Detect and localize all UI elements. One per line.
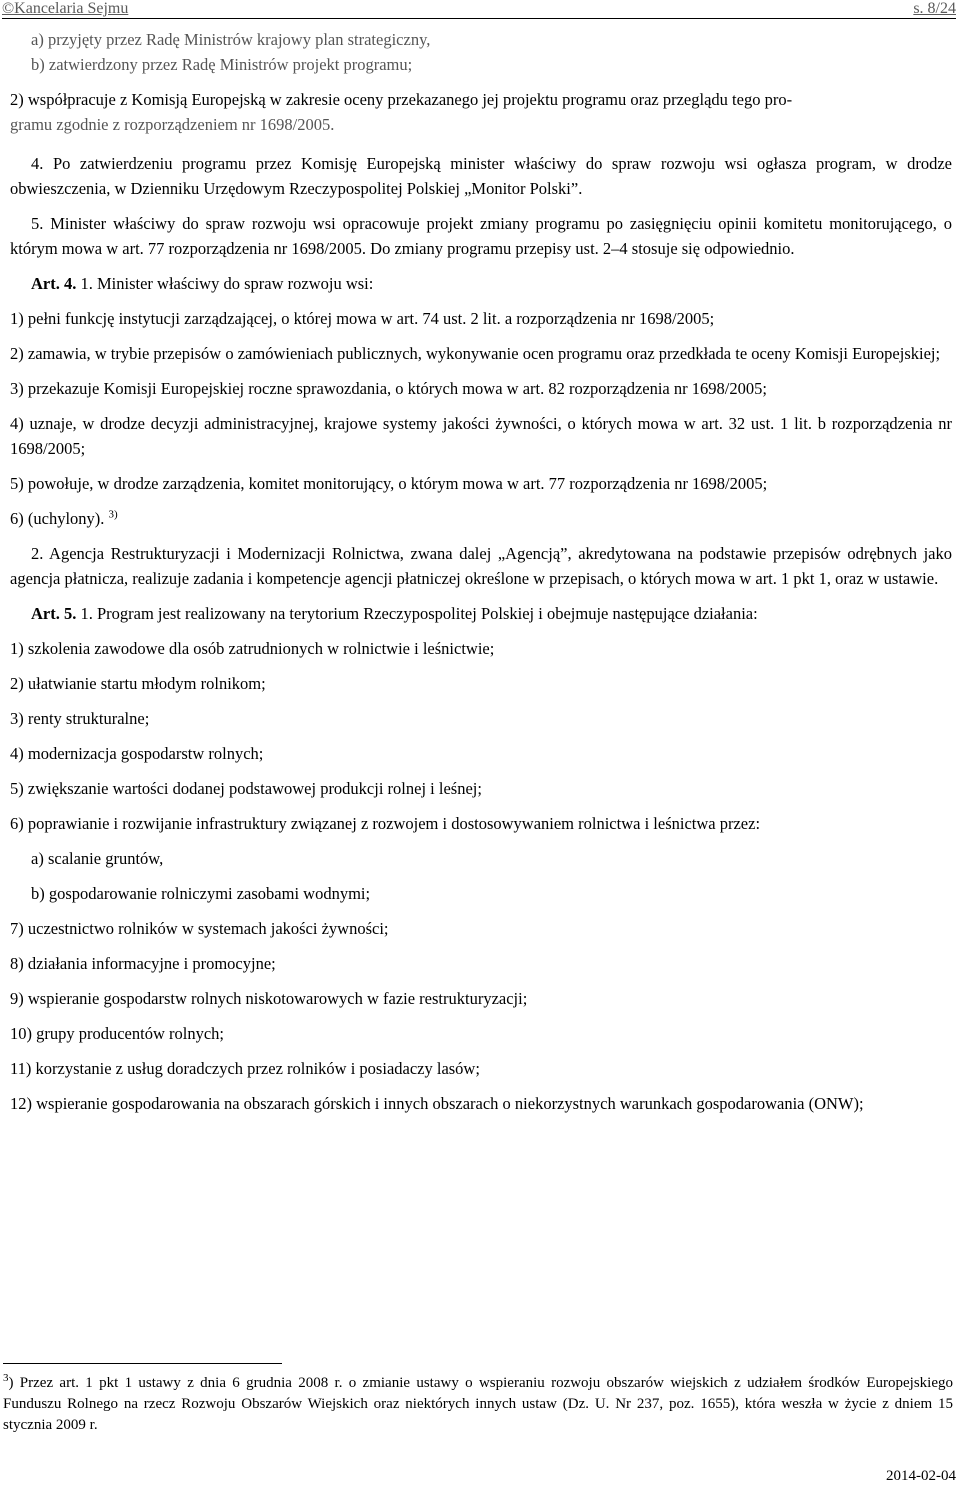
list-item: 11) korzystanie z usług doradczych przez rolników i posiadaczy lasów; xyxy=(10,1059,480,1078)
list-item: b) zatwierdzony przez Radę Ministrów projekt programu; xyxy=(31,55,413,74)
article-label: Art. 4. xyxy=(31,274,77,293)
list-item: 12) wspieranie gospodarowania na obszarach górskich i innych obszarach o niekorzystnych warunkach gospodarowania (ONW); xyxy=(10,1094,864,1113)
list-item: 3) przekazuje Komisji Europejskiej roczne sprawozdania, o których mowa w art. 82 rozporządzenia nr 1698/2005; xyxy=(10,379,767,398)
document-date: 2014-02-04 xyxy=(886,1468,956,1484)
document-body xyxy=(10,27,952,1126)
list-item: 4) uznaje, w drodze decyzji administracyjnej, krajowe systemy jakości żywności, o których mowa w art. 32 ust. 1 lit. b rozporządzenia nr 1698/2005; xyxy=(10,414,952,458)
article-heading xyxy=(10,271,952,296)
article-heading xyxy=(10,601,952,626)
copyright-label: ©Kancelaria Sejmu xyxy=(2,0,129,17)
footnote-reference: 3) xyxy=(108,508,118,521)
list-item xyxy=(10,506,952,531)
list-item: 5) zwiększanie wartości dodanej podstawowej produkcji rolnej i leśnej; xyxy=(10,779,482,798)
paragraph: 4. Po zatwierdzeniu programu przez Komisję Europejską minister właściwy do spraw rozwoju wsi ogłasza program, w drodze obwieszczenia, w Dzienniku Urzędowym Rzeczypospolitej Polskiej „Monitor Polski”. xyxy=(10,154,952,198)
article-label: Art. 5. xyxy=(31,604,77,623)
list-item: 10) grupy producentów rolnych; xyxy=(10,1024,224,1043)
list-item: 4) modernizacja gospodarstw rolnych; xyxy=(10,744,264,763)
page-number: s. 8/24 xyxy=(913,0,956,17)
list-item: 9) wspieranie gospodarstw rolnych niskotowarowych w fazie restrukturyzacji; xyxy=(10,989,528,1008)
list-item: 2) ułatwianie startu młodym rolnikom; xyxy=(10,674,266,693)
list-item: 5) powołuje, w drodze zarządzenia, komitet monitorujący, o którym mowa w art. 77 rozporządzenia nr 1698/2005; xyxy=(10,474,768,493)
list-item: 1) pełni funkcję instytucji zarządzającej, o której mowa w art. 74 ust. 2 lit. a rozporządzenia nr 1698/2005; xyxy=(10,309,715,328)
list-item: a) przyjęty przez Radę Ministrów krajowy plan strategiczny, xyxy=(31,30,431,49)
list-item: 3) renty strukturalne; xyxy=(10,709,150,728)
footnote-text: ) Przez art. 1 pkt 1 ustawy z dnia 6 grudnia 2008 r. o zmianie ustawy o wspieraniu rozwoju obszarów wiejskich z udziałem środków Europejskiego Funduszu Rolnego na rzecz Rozwoju Obszarów Wiejskich oraz niektórych innych ustaw (Dz. U. Nr 237, poz. 1655), która weszła w życie z dniem 15 stycznia 2009 r. xyxy=(3,1375,953,1433)
list-item-text: 6) (uchylony). xyxy=(10,509,105,528)
paragraph-text: gramu zgodnie z rozporządzeniem nr 1698/2005. xyxy=(10,115,335,134)
list-item: 7) uczestnictwo rolników w systemach jakości żywności; xyxy=(10,919,389,938)
paragraph: 5. Minister właściwy do spraw rozwoju wsi opracowuje projekt zmiany programu po zasięgnięciu opinii komitetu monitorującego, o którym mowa w art. 77 rozporządzenia nr 1698/2005. Do zmiany programu przepisy ust. 2–4 stosuje się odpowiednio. xyxy=(10,214,952,258)
list-item: 2) zamawia, w trybie przepisów o zamówieniach publicznych, wykonywanie ocen programu oraz przedkłada te oceny Komisji Europejskiej; xyxy=(10,344,941,363)
article-text: 1. Minister właściwy do spraw rozwoju wsi: xyxy=(80,274,374,293)
list-item: 8) działania informacyjne i promocyjne; xyxy=(10,954,276,973)
paragraph-text: 2) współpracuje z Komisją Europejską w zakresie oceny przekazanego jej projektu programu oraz przeglądu tego pro- xyxy=(10,90,793,109)
footnote-marker: 3 xyxy=(3,1372,9,1384)
list-item: 6) poprawianie i rozwijanie infrastruktury związanej z rozwojem i dostosowywaniem rolnictwa i leśnictwa przez: xyxy=(10,814,761,833)
footnote xyxy=(3,1373,953,1436)
page-header xyxy=(2,0,956,19)
paragraph: 2. Agencja Restrukturyzacji i Modernizacji Rolnictwa, zwana dalej „Agencją”, akredytowana na podstawie przepisów odrębnych jako agencja płatnicza, realizuje zadania i kompetencje agencji płatniczej określone w przepisach, o których mowa w art. 1 pkt 1, oraz w ustawie. xyxy=(10,544,952,588)
footnote-divider xyxy=(3,1363,282,1364)
list-item xyxy=(10,87,952,137)
list-item: a) scalanie gruntów, xyxy=(31,849,164,868)
article-text: 1. Program jest realizowany na terytorium Rzeczypospolitej Polskiej i obejmuje następujące działania: xyxy=(80,604,758,623)
list-item: b) gospodarowanie rolniczymi zasobami wodnymi; xyxy=(31,884,371,903)
list-item: 1) szkolenia zawodowe dla osób zatrudnionych w rolnictwie i leśnictwie; xyxy=(10,639,495,658)
